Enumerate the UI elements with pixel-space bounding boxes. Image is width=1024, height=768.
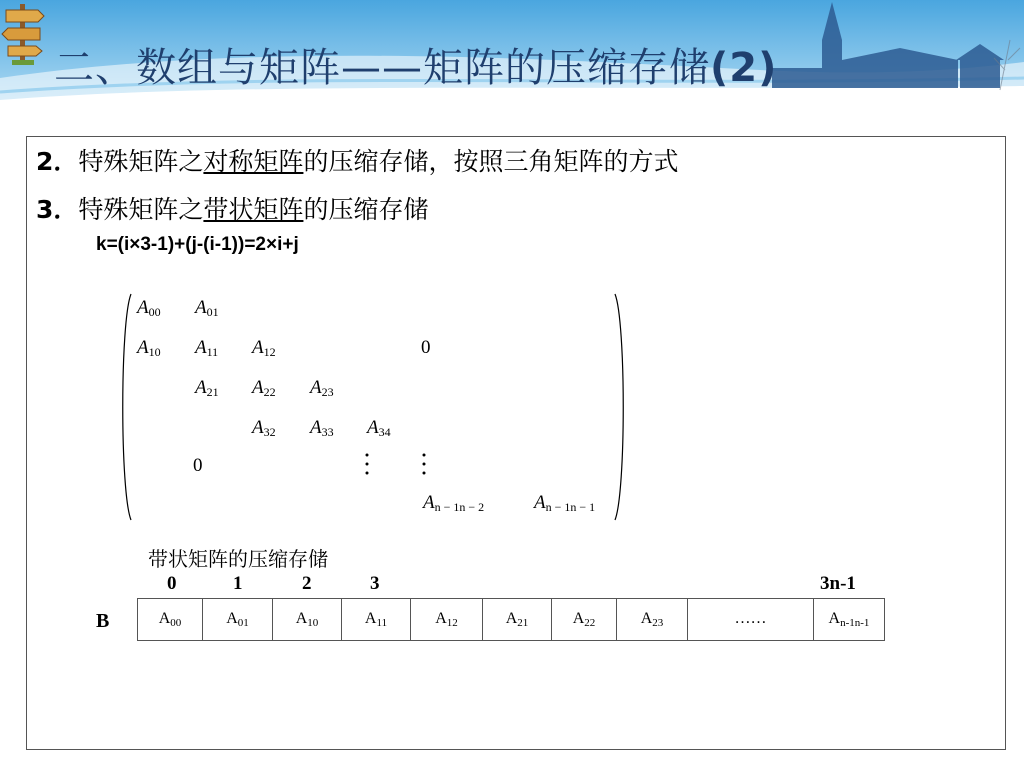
matrix-element: $A_{01}$ <box>195 297 219 319</box>
matrix-element: $A_{22}$ <box>252 377 276 399</box>
point-text: 的压缩存储，按照三角矩阵的方式 <box>303 147 679 176</box>
point-number: 3． <box>36 195 79 224</box>
underlined-term: 带状矩阵 <box>203 195 304 224</box>
matrix-zero-lower: 0 <box>193 455 203 476</box>
point-2 <box>36 142 678 178</box>
matrix-element: $A_{33}$ <box>310 417 334 439</box>
matrix-left-paren <box>118 292 134 522</box>
signpost-icon <box>0 0 46 66</box>
vertical-ellipsis-icon <box>363 451 371 477</box>
point-3 <box>36 190 428 226</box>
array-cell: $A_{21}$ <box>483 599 552 641</box>
content-frame <box>26 136 1006 750</box>
matrix-element: $A_{00}$ <box>137 297 161 319</box>
matrix-element: $A_{34}$ <box>367 417 391 439</box>
underlined-term: 对称矩阵 <box>203 147 304 176</box>
array-index: 0 <box>167 573 177 594</box>
array-cell-ellipsis: …… <box>688 599 814 641</box>
array-cell: $A_{00}$ <box>138 599 203 641</box>
point-number: 2． <box>36 147 79 176</box>
matrix-right-paren <box>612 292 628 522</box>
array-cell: $A_{11}$ <box>342 599 411 641</box>
page-title <box>54 36 777 93</box>
array-index: 3 <box>370 573 380 594</box>
title-suffix: (2) <box>710 45 778 91</box>
matrix-zero-upper: 0 <box>421 337 431 358</box>
vertical-ellipsis-icon <box>420 451 428 477</box>
point-text: 特殊矩阵之 <box>78 147 204 176</box>
matrix-element: $A_{10}$ <box>137 337 161 359</box>
point-text: 的压缩存储 <box>303 195 429 224</box>
array-cell: $A_{23}$ <box>617 599 688 641</box>
array-cell: $A_{10}$ <box>273 599 342 641</box>
matrix-element: $A_{23}$ <box>310 377 334 399</box>
array-cell: $A_{22}$ <box>552 599 617 641</box>
title-text: 二、数组与矩阵——矩阵的压缩存储 <box>54 45 710 91</box>
array-cell: $A_{01}$ <box>203 599 273 641</box>
array-cell: $A_{n-1n-1}$ <box>814 599 885 641</box>
storage-array <box>137 598 885 641</box>
matrix-element: $A_{12}$ <box>252 337 276 359</box>
matrix-element: $A_{21}$ <box>195 377 219 399</box>
array-index: 2 <box>302 573 312 594</box>
array-cell: $A_{12}$ <box>411 599 483 641</box>
matrix-element: $A_{n - 1n - 2}$ <box>423 492 485 514</box>
storage-caption: 带状矩阵的压缩存储 <box>148 547 328 571</box>
slide-header <box>0 0 1024 130</box>
matrix-element: $A_{n - 1n - 1}$ <box>534 492 596 514</box>
array-index-last: 3n-1 <box>820 573 856 594</box>
index-formula: k=(i×3-1)+(j-(i-1))=2×i+j <box>96 234 299 255</box>
array-index: 1 <box>233 573 243 594</box>
array-label: B <box>96 610 110 632</box>
matrix-element: $A_{11}$ <box>195 337 219 359</box>
point-text: 特殊矩阵之 <box>78 195 204 224</box>
matrix-element: $A_{32}$ <box>252 417 276 439</box>
